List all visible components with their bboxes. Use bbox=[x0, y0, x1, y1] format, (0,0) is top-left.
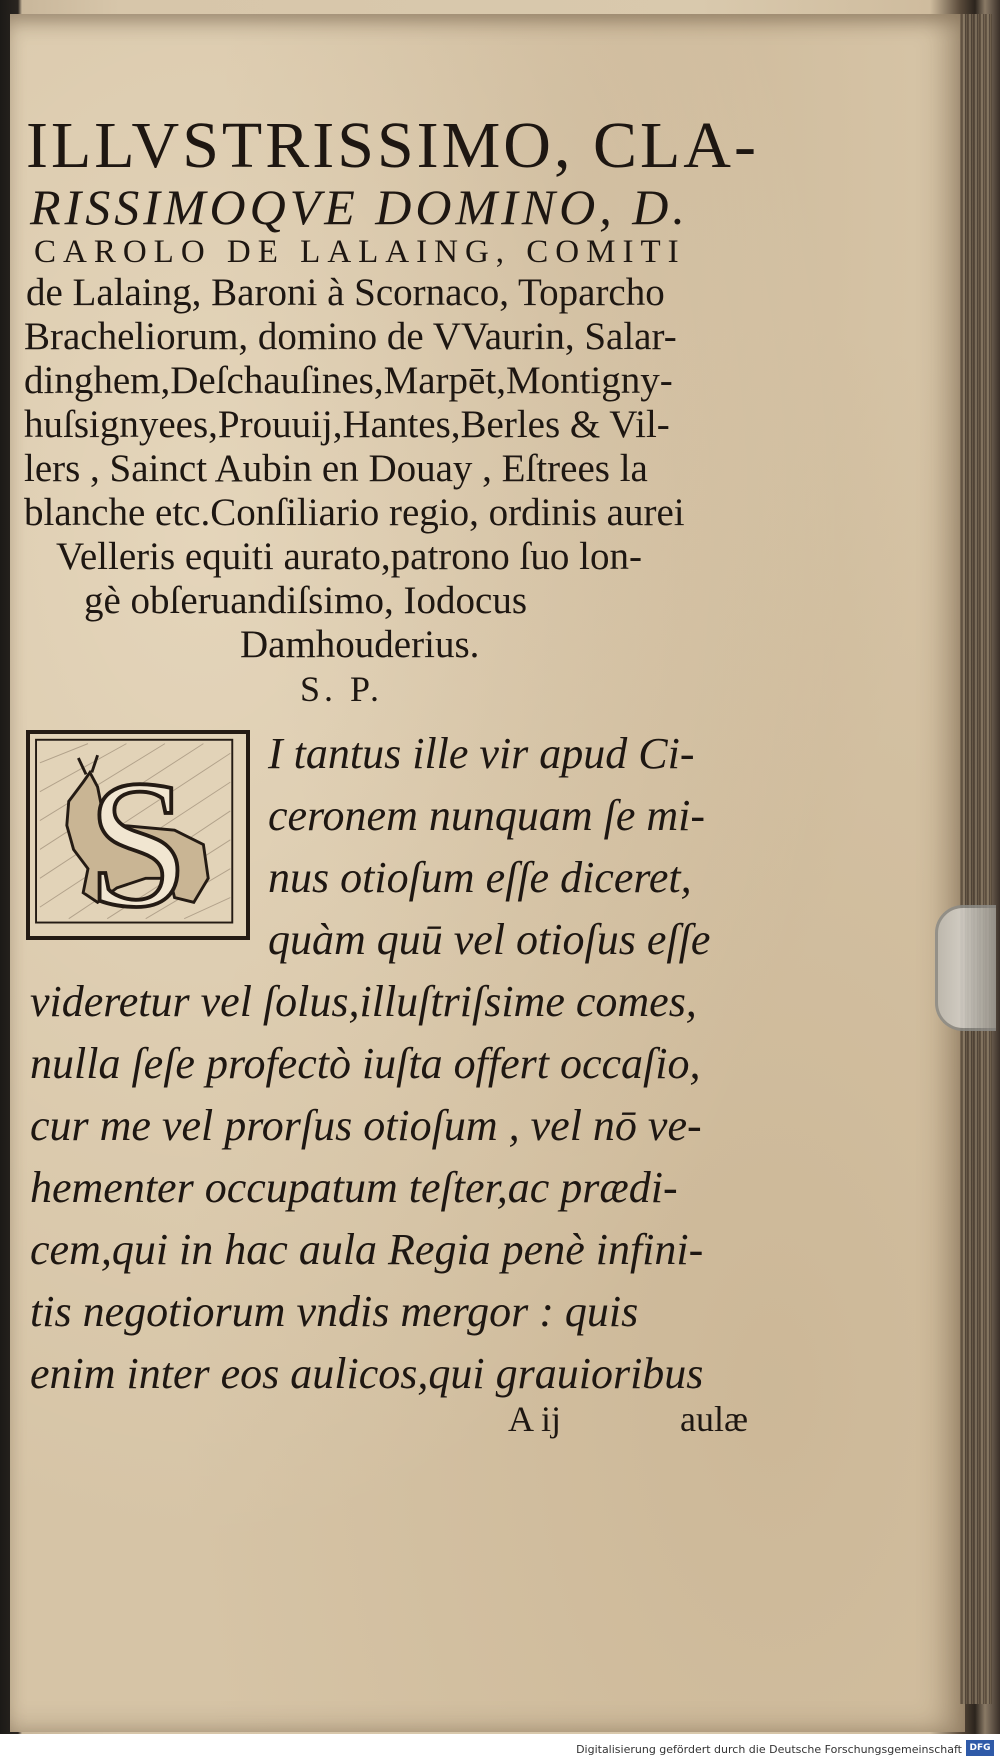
signature-mark: A ij bbox=[508, 1399, 562, 1439]
body-line: nulla ſeſe profectò iuſta offert occaſio, bbox=[30, 1039, 701, 1088]
page-edges bbox=[960, 14, 992, 1704]
body-line: nus otioſum eſſe diceret, bbox=[268, 853, 692, 902]
catchword: aulæ bbox=[680, 1399, 748, 1439]
body-line: tis negotiorum vndis mergor : quis bbox=[30, 1287, 639, 1336]
address-line: dinghem,Deſchauſines,Marpēt,Montigny- bbox=[24, 359, 673, 402]
salutation: S. P. bbox=[300, 669, 384, 709]
heading-line-2: RISSIMOQVE DOMINO, D. bbox=[30, 179, 689, 235]
decorated-initial bbox=[26, 730, 250, 940]
drop-cap-letter: S bbox=[87, 742, 189, 936]
decorated-initial-art bbox=[30, 734, 246, 936]
body-line: quàm quū vel otioſus eſſe bbox=[268, 915, 711, 964]
heading-line-3: CAROLO DE LALAING, COMITI bbox=[34, 234, 686, 270]
address-line: Damhouderius. bbox=[240, 623, 480, 666]
body-line: I tantus ille vir apud Ci- bbox=[268, 729, 695, 778]
address-line: blanche etc.Conſiliario regio, ordinis aurei bbox=[24, 491, 685, 534]
footer-credit: Digitalisierung gefördert durch die Deutsche Forschungsgemeinschaft bbox=[576, 1743, 962, 1756]
body-line: videretur vel ſolus,illuſtriſsime comes, bbox=[30, 977, 697, 1026]
address-line: lers , Sainct Aubin en Douay , Eſtrees la bbox=[24, 447, 648, 490]
dfg-logo-icon: DFG bbox=[966, 1740, 994, 1756]
body-line: hementer occupatum teſter,ac prædi- bbox=[30, 1163, 678, 1212]
address-line: de Lalaing, Baroni à Scornaco, Toparcho bbox=[26, 271, 665, 314]
address-line: huſsignyees,Prouuij,Hantes,Berles & Vil- bbox=[24, 403, 670, 446]
digitization-footer bbox=[0, 1734, 1000, 1763]
body-line: ceronem nunquam ſe mi- bbox=[268, 791, 706, 840]
address-line: Velleris equiti aurato,patrono ſuo lon- bbox=[56, 535, 642, 578]
body-line: enim inter eos aulicos,qui grauioribus bbox=[30, 1349, 704, 1398]
address-line: Bracheliorum, domino de VVaurin, Salar- bbox=[24, 315, 677, 358]
book-clasp bbox=[935, 905, 996, 1031]
body-line: cur me vel prorſus otioſum , vel nō ve- bbox=[30, 1101, 702, 1150]
heading-line-1: ILLVSTRISSIMO, CLA- bbox=[26, 109, 759, 182]
body-line: cem,qui in hac aula Regia penè infini- bbox=[30, 1225, 704, 1274]
address-line: gè obſeruandiſsimo, Iodocus bbox=[84, 579, 527, 622]
